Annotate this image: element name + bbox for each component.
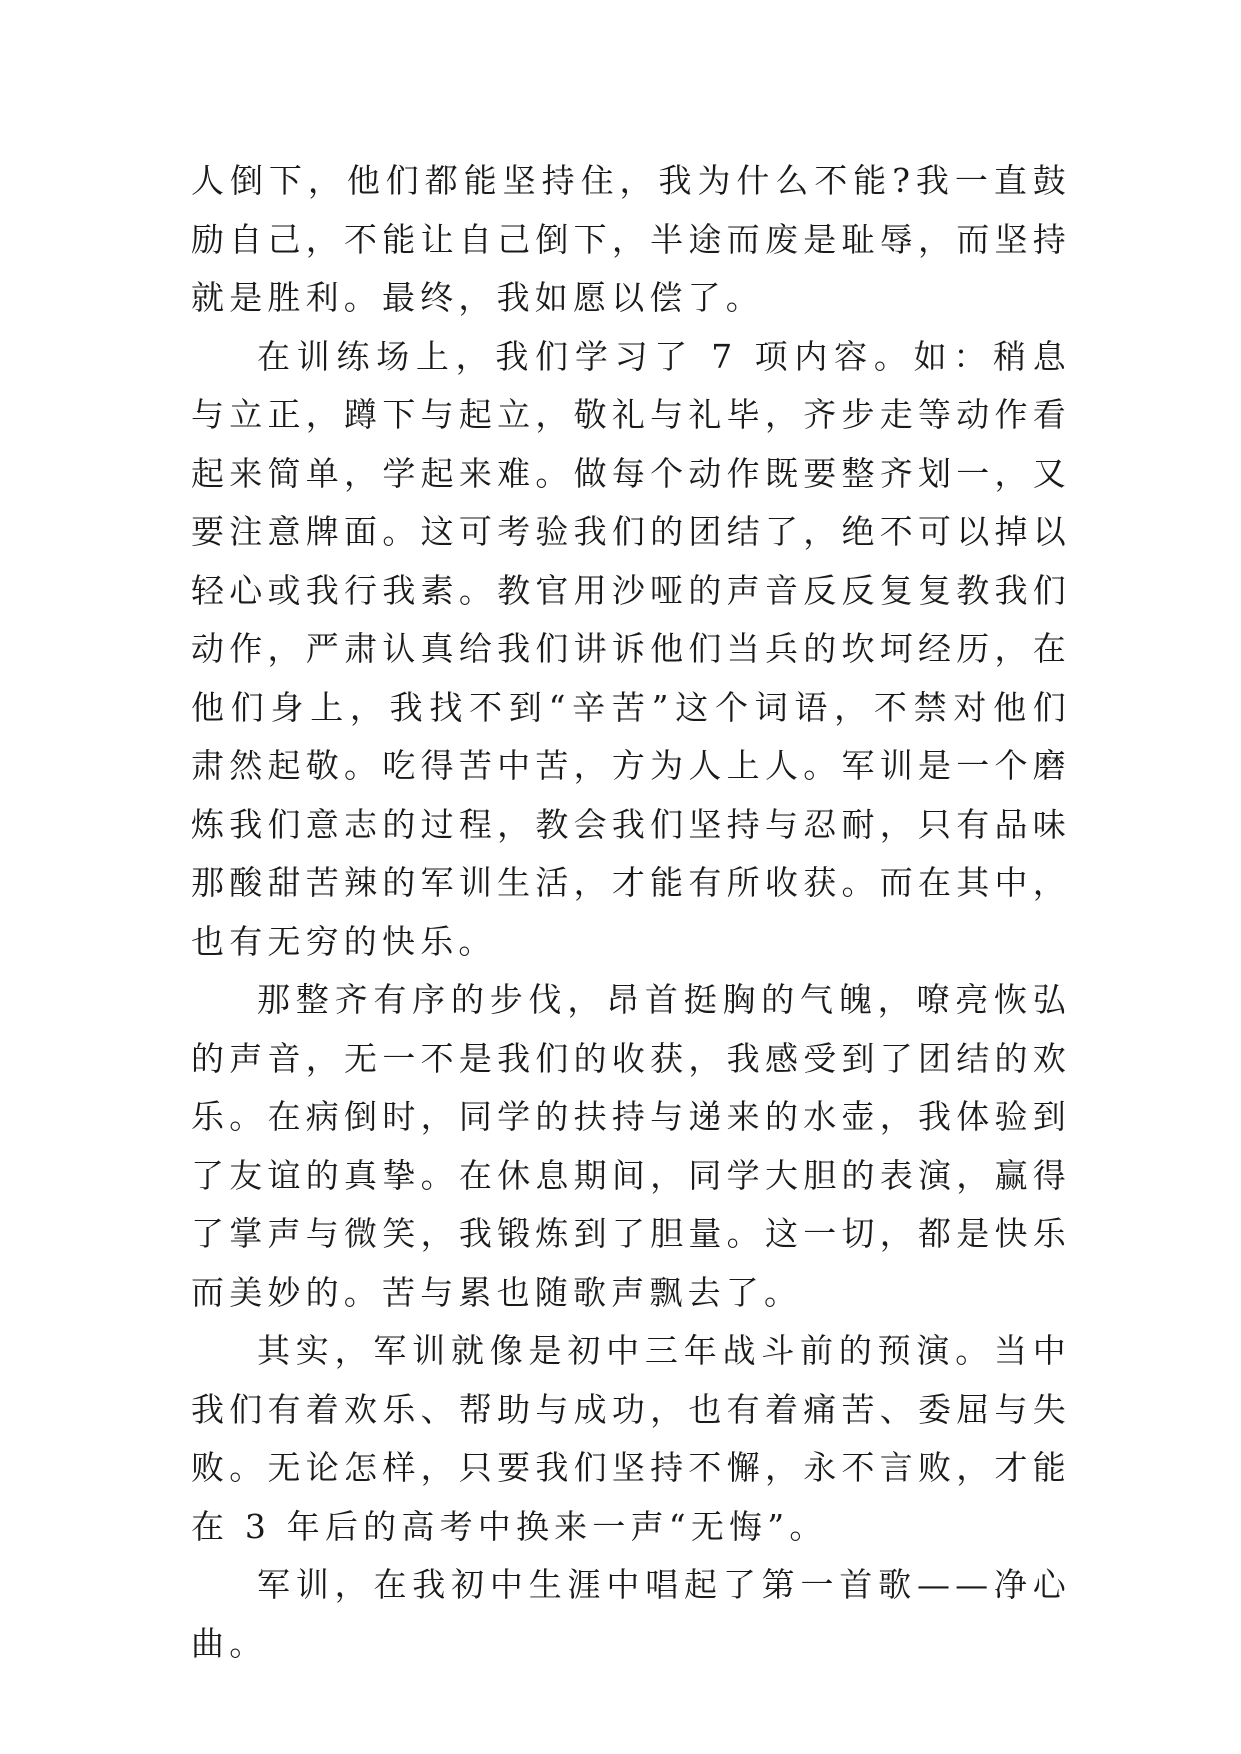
paragraph-training-content: 在训练场上，我们学习了 7 项内容。如：稍息与立正，蹲下与起立，敬礼与礼毕，齐步走等动作看起来简单，学起来难。做每个动作既要整齐划一，又要注意牌面。这可考验我们的团结了，绝不可以掉以轻心或我行我素。教官用沙哑的声音反反复复教我们动作，严肃认真给我们讲诉他们当兵的坎坷经历，在他们身上，我找不到“辛苦”这个词语，不禁对他们肃然起敬。吃得苦中苦，方为人上人。军训是一个磨炼我们意志的过程，教会我们坚持与忍耐，只有品味那酸甜苦辣的军训生活，才能有所收获。而在其中，也有无穷的快乐。 [191, 336, 1071, 961]
paragraph-rehearsal: 其实，军训就像是初中三年战斗前的预演。当中我们有着欢乐、帮助与成功，也有着痛苦、委屈与失败。无论怎样，只要我们坚持不懈，永不言败，才能在 3 年后的高考中换来一声“无悔”。 [191, 1331, 1071, 1546]
paragraph-continued: 人倒下，他们都能坚持住，我为什么不能?我一直鼓励自己，不能让自己倒下，半途而废是耻辱，而坚持就是胜利。最终，我如愿以偿了。 [191, 161, 1071, 317]
paragraph-harvest: 那整齐有序的步伐，昂首挺胸的气魄，嘹亮恢弘的声音，无一不是我们的收获，我感受到了团结的欢乐。在病倒时，同学的扶持与递来的水壶，我体验到了友谊的真挚。在休息期间，同学大胆的表演，赢得了掌声与微笑，我锻炼到了胆量。这一切，都是快乐而美妙的。苦与累也随歌声飘去了。 [191, 980, 1071, 1312]
essay-body [191, 152, 1071, 1673]
paragraph-conclusion: 军训，在我初中生涯中唱起了第一首歌——净心曲。 [191, 1565, 1071, 1663]
